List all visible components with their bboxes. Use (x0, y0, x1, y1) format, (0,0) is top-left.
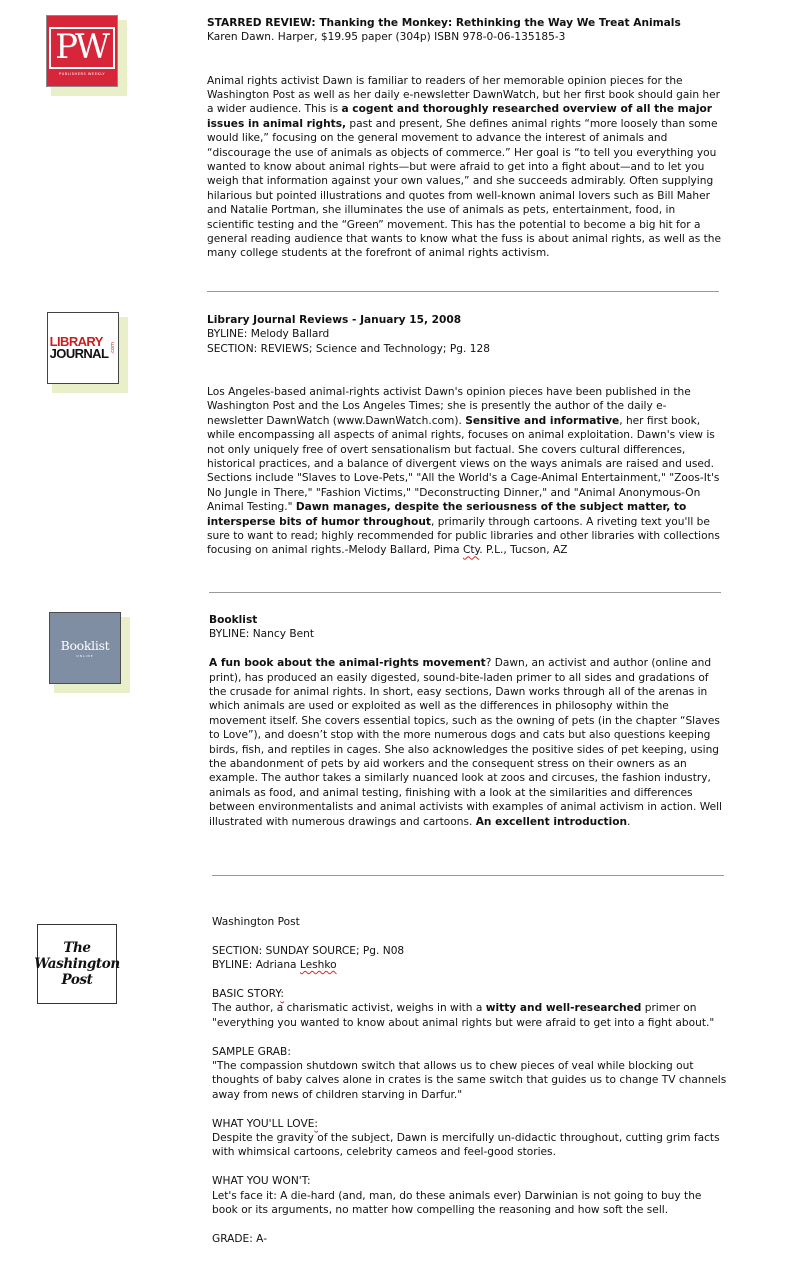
booklist-review-title: Booklist (209, 614, 258, 626)
divider (209, 592, 721, 593)
pw-review-pubinfo: Karen Dawn. Harper, $19.95 paper (304p) ISBN 978-0-06-135185-3 (207, 31, 566, 44)
wapo-basic-text: The author, a charismatic activist, weighs in with a witty and well-researched primer on "everything you wanted to know about animal rights but were afraid to get into a fight about." (212, 1002, 715, 1029)
lj-review-section: SECTION: REVIEWS; Science and Technology; Pg. 128 (207, 342, 490, 355)
wapo-love-label: WHAT YOU'LL LOVE: (212, 1117, 318, 1130)
wapo-grab-text: "The compassion shutdown switch that allows us to chew pieces of veal while blocking out thoughts of baby calves alone in crates is the same switch that guides us to change TV channels away from news of children starving in Darfur." (212, 1060, 727, 1101)
wapo-review-byline: BYLINE: Adriana Leshko (212, 959, 337, 972)
lj-review (207, 313, 722, 558)
booklist-logo-name: Booklist (60, 638, 110, 653)
wapo-wont-text: Let's face it: A die-hard (and, man, do these animals ever) Darwinian is not going to buy the book or its arguments, no matter how compelling the reasoning and how soft the sell. (212, 1189, 702, 1217)
wapo-basic-label: BASIC STORY: (212, 988, 284, 1000)
booklist-logo-subtext: ONLINE (76, 654, 94, 658)
lj-logo-suffix: .com (110, 341, 117, 355)
lj-review-byline: BYLINE: Melody Ballard (207, 328, 330, 341)
booklist-review-body: A fun book about the animal-rights movement? Dawn, an activist and author (online and print), has produced an easily digested, sound-bite-laden primer to all sides and gradations of the crusade for animal rights. In short, easy sections, Dawn works through all of the arenas in which animals are used or exploited as well as the differences in philosophy within the movement itself. She covers essential topics, such as the owning of pets (in the chapter “Slaves to Love”), and doesn’t stop with the more numerous dogs and cats but also questions keeping birds, fish, and reptiles in cages. She also acknowledges the positive sides of pet keeping, using the abandonment of pets by aid workers and the consequent stress on their owners as an example. The author takes a similarly nuanced look at zoos and circuses, the fashion industry, animals as food, and animal testing, finishing with a look at the similarities and differences between environmentalists and animal activists with examples of animal activism in action. Well illustrated with numerous drawings and cartoons. An excellent introduction. (209, 657, 722, 828)
wapo-grade: GRADE: A- (212, 1232, 268, 1245)
pw-logo-letters: PW (49, 27, 115, 69)
lj-review-title: Library Journal Reviews - January 15, 2008 (207, 314, 462, 326)
divider (212, 875, 724, 876)
pw-review-body: Animal rights activist Dawn is familiar to readers of her memorable opinion pieces for the Washington Post as well as her daily e-newsletter DawnWatch, but her first book should gain her a wider audience. This is a cogent and thoroughly researched overview of all the major issues in animal rights, past and present, She defines animal rights “more loosely than some would like,” focusing on the general movement to advance the interest of animals and “discourage the use of animals as objects of commerce.” Her goal is “to tell you everything you wanted to know about animal rights—but were afraid to get into a fight about—and to let you weigh that information against your own values,” and she succeeds admirably. Often supplying hilarious but pointed illustrations and quotes from well-known animal lovers such as Bill Maher and Natalie Portman, she illuminates the use of animals as pets, entertainment, food, in scientific testing and the “Green” movement. This has the potential to become a big hit for a general reading audience that wants to know what the fuss is about animal rights, as well as the many college students at the forefront of animal rights activism. (207, 74, 721, 260)
lj-logo-line2: JOURNAL (49, 346, 109, 361)
wapo-grab-label: SAMPLE GRAB: (212, 1045, 291, 1058)
wapo-review-section: SECTION: SUNDAY SOURCE; Pg. N08 (212, 944, 405, 957)
wapo-love-text: Despite the gravity of the subject, Dawn is mercifully un-didactic throughout, cutting grim facts with whimsical cartoons, celebrity cameos and feel-good stories. (212, 1132, 720, 1159)
wapo-logo-line2: Washington (34, 956, 120, 972)
wapo-wont-label: WHAT YOU WON'T: (212, 1175, 311, 1188)
booklist-review-byline: BYLINE: Nancy Bent (209, 628, 314, 641)
pw-review-title: STARRED REVIEW: Thanking the Monkey: Rethinking the Way We Treat Animals (207, 17, 681, 29)
wapo-logo-line3: Post (61, 972, 93, 988)
lj-review-body: Los Angeles-based animal-rights activist Dawn's opinion pieces have been published in the Washington Post and the Los Angeles Times; she is presently the author of the daily e-newsletter DawnWatch (www.DawnWatch.com). Sensitive and informative, her first book, while encompassing all aspects of animal rights, focuses on animal exploitation. Dawn's view is not only uniquely free of overt sensationalism but factual. She covers cultural differences, historical practices, and a balance of divergent views on the ways animals are raised and used. Sections include "Slaves to Love-Pets," "All the World's a Cage-Animal Entertainment," "Zoos-It's No Jungle in There," "Fashion Victims," "Deconstructing Dinner," and "Animal Anonymous-On Animal Testing." Dawn manages, despite the seriousness of the subject matter, to intersperse bits of humor throughout, primarily through cartoons. A riveting text you'll be sure to want to read; highly recommended for public libraries and other libraries with collections focusing on animal rights.-Melody Ballard, Pima Cty. P.L., Tucson, AZ (207, 386, 720, 557)
wapo-review-title: Washington Post (212, 916, 300, 928)
washington-post-logo (34, 924, 120, 1004)
pw-logo-subtext: PUBLISHERS WEEKLY (58, 71, 106, 76)
divider (207, 291, 719, 292)
pw-review (207, 16, 722, 261)
lj-logo-line1: LIBRARY (49, 334, 103, 349)
wapo-logo-line1: The (63, 940, 91, 956)
booklist-review (209, 613, 724, 829)
wapo-review (212, 915, 727, 1246)
